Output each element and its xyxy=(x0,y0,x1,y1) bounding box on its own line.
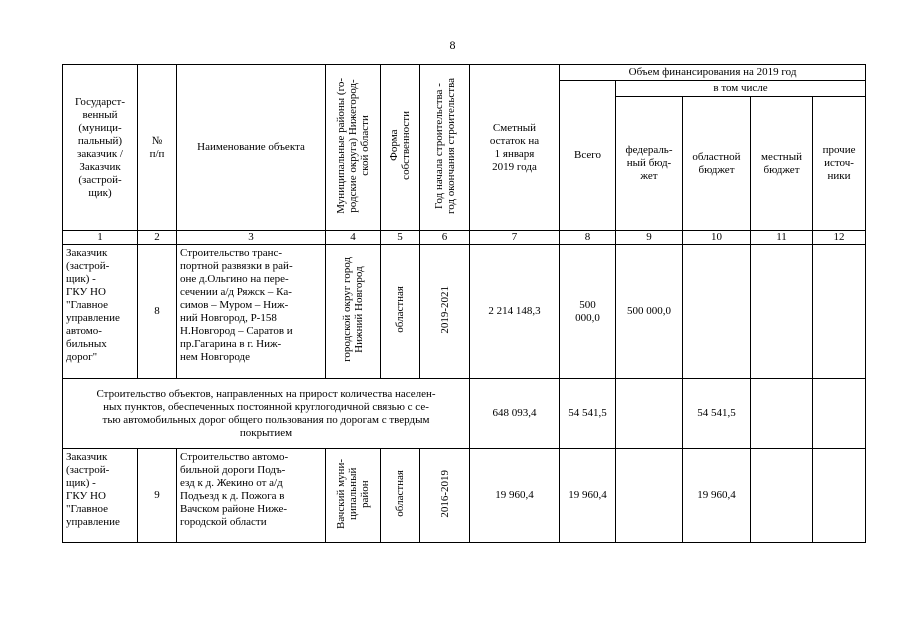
header-num: № п/п xyxy=(138,65,177,231)
row-num: 9 xyxy=(138,449,177,543)
subtotal-local xyxy=(751,379,813,449)
row-federal xyxy=(616,449,683,543)
col-number: 6 xyxy=(420,231,470,245)
row-other xyxy=(813,245,866,379)
row-total: 19 960,4 xyxy=(560,449,616,543)
row-balance: 2 214 148,3 xyxy=(470,245,560,379)
subtotal-other xyxy=(813,379,866,449)
header-total: Всего xyxy=(560,81,616,231)
row-local xyxy=(751,245,813,379)
row-ownership: областная xyxy=(381,245,420,379)
row-district: Вачский муни- ципальный район xyxy=(326,449,381,543)
row-other xyxy=(813,449,866,543)
row-federal: 500 000,0 xyxy=(616,245,683,379)
table-row xyxy=(63,449,866,543)
col-number: 1 xyxy=(63,231,138,245)
row-balance: 19 960,4 xyxy=(470,449,560,543)
subtotal-balance: 648 093,4 xyxy=(470,379,560,449)
header-customer: Государст- венный (муници- пальный) заказчик / Заказчик (застрой- щик) xyxy=(63,65,138,231)
subtotal-total: 54 541,5 xyxy=(560,379,616,449)
subtotal-text: Строительство объектов, направленных на прирост количества населен- ных пунктов, обеспеченных постоянной круглогодичной связью с се- тью автомобильных дорог общего пользования по дорогам с твердым покрытием xyxy=(63,379,470,449)
header-funding: Объем финансирования на 2019 год xyxy=(560,65,866,81)
subtotal-federal xyxy=(616,379,683,449)
header-local: местный бюджет xyxy=(751,97,813,231)
row-num: 8 xyxy=(138,245,177,379)
col-number: 5 xyxy=(381,231,420,245)
header-object: Наименование объекта xyxy=(177,65,326,231)
row-years: 2019-2021 xyxy=(420,245,470,379)
header-regional: областной бюджет xyxy=(683,97,751,231)
row-object: Строительство транс- портной развязки в рай- оне д.Ольгино на пере- сечении а/д Ряжск – Ка- симов – Муром – Ниж- ний Новгород, Р-158 Н.Новгород – Саратов и пр.Гагарина в г. Ниж- нем Новгороде xyxy=(177,245,326,379)
page-number: 8 xyxy=(449,38,456,52)
row-ownership: областная xyxy=(381,449,420,543)
header-balance: Сметный остаток на 1 января 2019 года xyxy=(470,65,560,231)
header-federal: федераль- ный бюд- жет xyxy=(616,97,683,231)
column-numbers-row xyxy=(63,231,866,245)
header-years: Год начала строительства - год окончания строительства xyxy=(420,65,470,231)
col-number: 4 xyxy=(326,231,381,245)
col-number: 10 xyxy=(683,231,751,245)
header-ownership: Форма собственности xyxy=(381,65,420,231)
col-number: 3 xyxy=(177,231,326,245)
row-total: 500 000,0 xyxy=(560,245,616,379)
col-number: 9 xyxy=(616,231,683,245)
col-number: 11 xyxy=(751,231,813,245)
col-number: 8 xyxy=(560,231,616,245)
header-other: прочие источ- ники xyxy=(813,97,866,231)
subtotal-row xyxy=(63,379,866,449)
col-number: 12 xyxy=(813,231,866,245)
subtotal-regional: 54 541,5 xyxy=(683,379,751,449)
row-years: 2016-2019 xyxy=(420,449,470,543)
col-number: 7 xyxy=(470,231,560,245)
table-row xyxy=(63,245,866,379)
row-customer: Заказчик (застрой- щик) - ГКУ НО "Главное управление xyxy=(63,449,138,543)
col-number: 2 xyxy=(138,231,177,245)
row-customer: Заказчик (застрой- щик) - ГКУ НО "Главное управление автомо- бильных дорог" xyxy=(63,245,138,379)
row-district: городской округ город Нижний Новгород xyxy=(326,245,381,379)
row-local xyxy=(751,449,813,543)
header-including: в том числе xyxy=(616,81,866,97)
funding-table xyxy=(62,64,866,543)
header-district: Муниципальные районы (го- родские округа) Нижегород- ской области xyxy=(326,65,381,231)
row-object: Строительство автомо- бильной дороги Подъ- езд к д. Жекино от а/д Подъезд к д. Пожога в Вачском районе Ниже- городской области xyxy=(177,449,326,543)
row-regional: 19 960,4 xyxy=(683,449,751,543)
row-regional xyxy=(683,245,751,379)
